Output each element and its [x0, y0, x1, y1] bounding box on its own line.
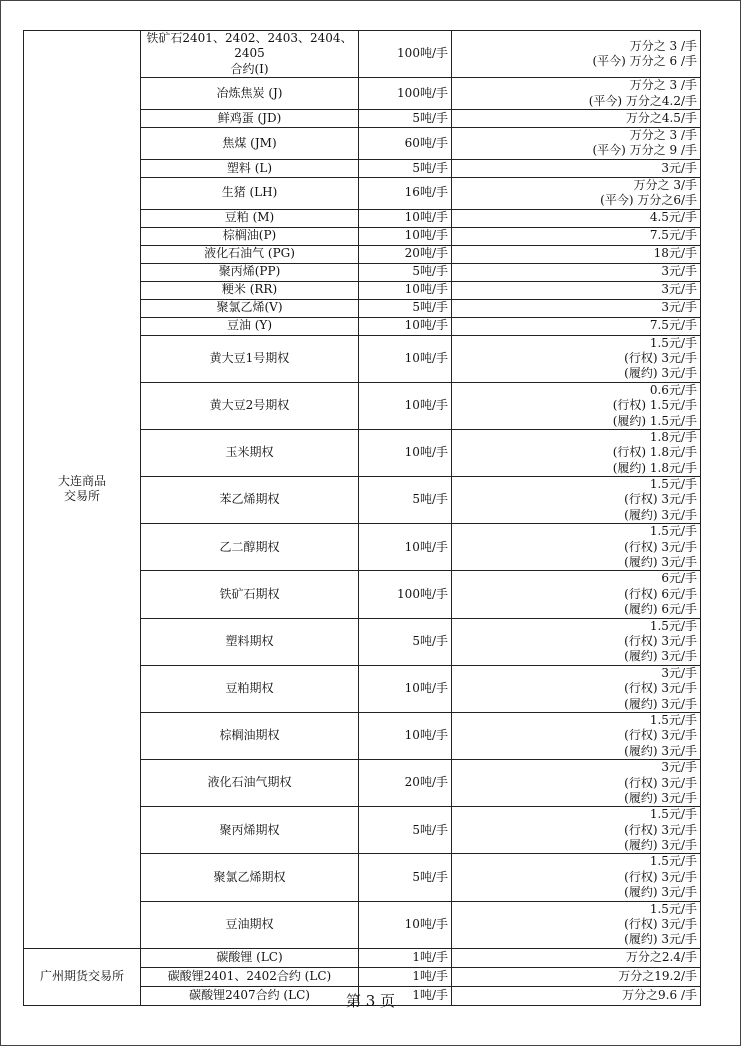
fee-line: (履约) 3元/手 [624, 696, 697, 711]
fee-line: (履约) 3元/手 [624, 507, 697, 522]
fee-line: 1.5元/手 [649, 807, 697, 822]
fee-cell [452, 159, 701, 177]
fee-line: (行权) 1.5元/手 [612, 398, 697, 413]
product-name-line: 豆油 (Y) [226, 318, 273, 333]
product-name-line: 乙二醇期权 [219, 539, 280, 554]
product-name-line: 豆油期权 [225, 917, 274, 931]
trading-unit: 1吨/手 [359, 967, 452, 986]
trading-unit: 5吨/手 [359, 618, 452, 665]
trading-unit: 100吨/手 [359, 78, 452, 110]
fee-line: (平今) 万分之 6 /手 [592, 54, 697, 69]
trading-unit: 20吨/手 [359, 245, 452, 263]
fee-line: 1.5元/手 [649, 524, 697, 539]
product-name-line: 玉米期权 [225, 445, 274, 460]
product-name [141, 948, 359, 967]
fee-cell [452, 227, 701, 245]
trading-unit: 10吨/手 [359, 335, 452, 382]
fee-line: (行权) 3元/手 [624, 539, 697, 554]
product-name [141, 712, 359, 759]
fee-line: 万分之19.2/手 [618, 969, 697, 984]
fee-line: 万分之 3 /手 [629, 78, 697, 93]
product-name-line: 冶炼焦炭 (J) [216, 85, 283, 100]
fee-line: 1.5元/手 [649, 712, 697, 727]
product-name-line: 棕榈油期权 [219, 728, 280, 743]
fee-cell [452, 335, 701, 382]
fee-cell [452, 948, 701, 967]
fee-cell [452, 317, 701, 335]
fee-line: 1.5元/手 [649, 477, 697, 492]
fee-line: (履约) 3元/手 [624, 790, 697, 805]
product-name [141, 227, 359, 245]
product-name-line: 粳米 (RR) [221, 282, 278, 297]
fee-line: 1.8元/手 [649, 429, 697, 444]
product-name-line: 液化石油气 (PG) [204, 246, 295, 261]
fee-line: (行权) 3元/手 [624, 728, 697, 743]
fee-cell [452, 571, 701, 618]
fee-cell [452, 31, 701, 78]
exchange-name [24, 31, 141, 949]
product-name-line: 铁矿石期权 [219, 586, 280, 601]
fee-line: 万分之 3 /手 [629, 38, 697, 53]
product-name [141, 477, 359, 524]
trading-unit: 10吨/手 [359, 227, 452, 245]
fee-line: 3元/手 [661, 264, 697, 279]
product-name-line: 碳酸锂2407合约 (LC) [189, 988, 310, 1003]
fee-cell [452, 429, 701, 476]
exchange-name-line: 交易所 [63, 489, 100, 504]
fee-line: 7.5元/手 [649, 228, 697, 243]
product-name-line: 苯乙烯期权 [219, 492, 280, 507]
product-name [141, 901, 359, 948]
fee-line: 7.5元/手 [649, 318, 697, 333]
trading-unit: 5吨/手 [359, 807, 452, 854]
product-name [141, 31, 359, 78]
exchange-name-line: 大连商品 [57, 473, 106, 488]
product-name-line: 液化石油气期权 [207, 775, 292, 790]
fee-cell [452, 665, 701, 712]
fee-line: 6元/手 [661, 571, 697, 586]
trading-unit: 10吨/手 [359, 317, 452, 335]
fee-line: (行权) 6元/手 [624, 586, 697, 601]
fee-cell [452, 618, 701, 665]
product-name [141, 807, 359, 854]
product-name-line: 聚氯乙烯期权 [213, 869, 286, 884]
product-name [141, 128, 359, 160]
trading-unit: 100吨/手 [359, 571, 452, 618]
fee-cell [452, 524, 701, 571]
product-name-line: 塑料期权 [225, 633, 274, 648]
product-name-line: 黄大豆1号期权 [209, 350, 290, 365]
product-name-line: 鲜鸡蛋 (JD) [217, 110, 282, 125]
product-name-line: 塑料 (L) [226, 160, 273, 175]
product-name [141, 245, 359, 263]
fee-line: (履约) 3元/手 [624, 649, 697, 664]
product-name [141, 281, 359, 299]
exchange-name-line: 广州期货交易所 [39, 969, 124, 984]
trading-unit: 100吨/手 [359, 31, 452, 78]
trading-unit: 10吨/手 [359, 524, 452, 571]
fee-cell [452, 78, 701, 110]
fee-line: 3元/手 [661, 760, 697, 775]
product-name-line: 生猪 (LH) [221, 185, 278, 200]
trading-unit: 1吨/手 [359, 948, 452, 967]
trading-unit: 5吨/手 [359, 263, 452, 281]
product-name [141, 618, 359, 665]
trading-unit: 5吨/手 [359, 110, 452, 128]
product-name [141, 854, 359, 901]
trading-unit: 10吨/手 [359, 901, 452, 948]
product-name [141, 335, 359, 382]
fee-cell [452, 967, 701, 986]
trading-unit: 16吨/手 [359, 177, 452, 209]
fee-line: (履约) 3元/手 [624, 555, 697, 570]
product-name-line: 豆粕期权 [225, 681, 274, 696]
fee-row [24, 948, 701, 967]
fee-line: 4.5元/手 [649, 210, 697, 225]
product-name-line: 聚丙烯(PP) [218, 264, 281, 279]
fee-line: (行权) 3元/手 [624, 869, 697, 884]
trading-unit: 10吨/手 [359, 429, 452, 476]
fee-line: (平今) 万分之4.2/手 [588, 93, 697, 108]
fee-cell [452, 712, 701, 759]
fee-line: (履约) 6元/手 [624, 602, 697, 617]
fee-cell [452, 901, 701, 948]
fee-line: 1.5元/手 [649, 901, 697, 916]
product-name [141, 967, 359, 986]
product-name [141, 571, 359, 618]
product-name-line: 聚丙烯期权 [219, 822, 280, 837]
product-name [141, 110, 359, 128]
trading-unit: 10吨/手 [359, 665, 452, 712]
fee-line: 0.6元/手 [649, 382, 697, 397]
fee-line: (行权) 3元/手 [624, 633, 697, 648]
product-name-line: 铁矿石2401、2402、2403、2404、2405 [146, 31, 353, 61]
product-name [141, 177, 359, 209]
fee-line: (履约) 1.5元/手 [612, 413, 697, 428]
fee-line: (行权) 3元/手 [624, 822, 697, 837]
product-name-line: 棕榈油(P) [222, 228, 277, 243]
fee-line: 万分之9.6 /手 [622, 988, 697, 1003]
fee-row [24, 31, 701, 78]
fee-line: (履约) 3元/手 [624, 838, 697, 853]
fee-table [23, 30, 701, 1006]
product-name-line: 碳酸锂 (LC) [216, 950, 283, 965]
fee-line: (履约) 3元/手 [624, 885, 697, 900]
fee-line: (平今) 万分之 9 /手 [592, 143, 697, 158]
fee-line: (行权) 3元/手 [624, 350, 697, 365]
fee-line: 3元/手 [661, 160, 697, 175]
fee-cell [452, 245, 701, 263]
fee-line: (履约) 3元/手 [624, 743, 697, 758]
product-name [141, 299, 359, 317]
fee-table-body [24, 31, 701, 1006]
fee-cell [452, 382, 701, 429]
fee-line: (行权) 3元/手 [624, 681, 697, 696]
fee-line: (行权) 1.8元/手 [612, 445, 697, 460]
product-name [141, 209, 359, 227]
fee-cell [452, 477, 701, 524]
fee-cell [452, 263, 701, 281]
trading-unit: 5吨/手 [359, 477, 452, 524]
fee-cell [452, 281, 701, 299]
trading-unit: 60吨/手 [359, 128, 452, 160]
product-name [141, 429, 359, 476]
fee-line: 3元/手 [661, 665, 697, 680]
fee-cell [452, 209, 701, 227]
fee-cell [452, 760, 701, 807]
fee-line: (行权) 3元/手 [624, 917, 697, 932]
trading-unit: 10吨/手 [359, 209, 452, 227]
fee-line: 3元/手 [661, 282, 697, 297]
product-name [141, 263, 359, 281]
product-name-line: 聚氯乙烯(V) [216, 300, 283, 315]
fee-line: (行权) 3元/手 [624, 775, 697, 790]
fee-line: 万分之 3/手 [633, 177, 697, 192]
fee-line: 1.5元/手 [649, 618, 697, 633]
trading-unit: 10吨/手 [359, 281, 452, 299]
fee-line: 1.5元/手 [649, 335, 697, 350]
fee-cell [452, 299, 701, 317]
fee-cell [452, 807, 701, 854]
fee-line: 18元/手 [653, 246, 697, 261]
product-name [141, 760, 359, 807]
fee-line: 万分之 3 /手 [629, 128, 697, 142]
product-name [141, 665, 359, 712]
fee-line: 万分之2.4/手 [625, 950, 697, 965]
fee-line: (平今) 万分之6/手 [600, 193, 697, 208]
fee-cell [452, 177, 701, 209]
fee-line: 3元/手 [661, 300, 697, 315]
product-name [141, 317, 359, 335]
fee-cell [452, 854, 701, 901]
fee-line: 万分之4.5/手 [625, 110, 697, 125]
product-name-line: 碳酸锂2401、2402合约 (LC) [167, 969, 332, 984]
product-name [141, 159, 359, 177]
fee-cell [452, 110, 701, 128]
product-name-line: 焦煤 (JM) [222, 135, 277, 150]
fee-line: (行权) 3元/手 [624, 492, 697, 507]
page-number: 第 3 页 [345, 992, 396, 1010]
product-name-line: 豆粕 (M) [224, 210, 275, 225]
trading-unit: 1吨/手 [359, 986, 452, 1005]
fee-line: 1.5元/手 [649, 854, 697, 869]
trading-unit: 20吨/手 [359, 760, 452, 807]
trading-unit: 5吨/手 [359, 299, 452, 317]
product-name [141, 382, 359, 429]
product-name-line: 黄大豆2号期权 [209, 398, 290, 413]
fee-cell [452, 128, 701, 160]
trading-unit: 5吨/手 [359, 854, 452, 901]
fee-line: (履约) 3元/手 [624, 366, 697, 381]
trading-unit: 5吨/手 [359, 159, 452, 177]
trading-unit: 10吨/手 [359, 382, 452, 429]
product-name-line: 合约(I) [230, 61, 269, 76]
trading-unit: 10吨/手 [359, 712, 452, 759]
fee-line: (履约) 1.8元/手 [612, 460, 697, 475]
product-name [141, 78, 359, 110]
product-name [141, 524, 359, 571]
fee-line: (履约) 3元/手 [624, 932, 697, 947]
